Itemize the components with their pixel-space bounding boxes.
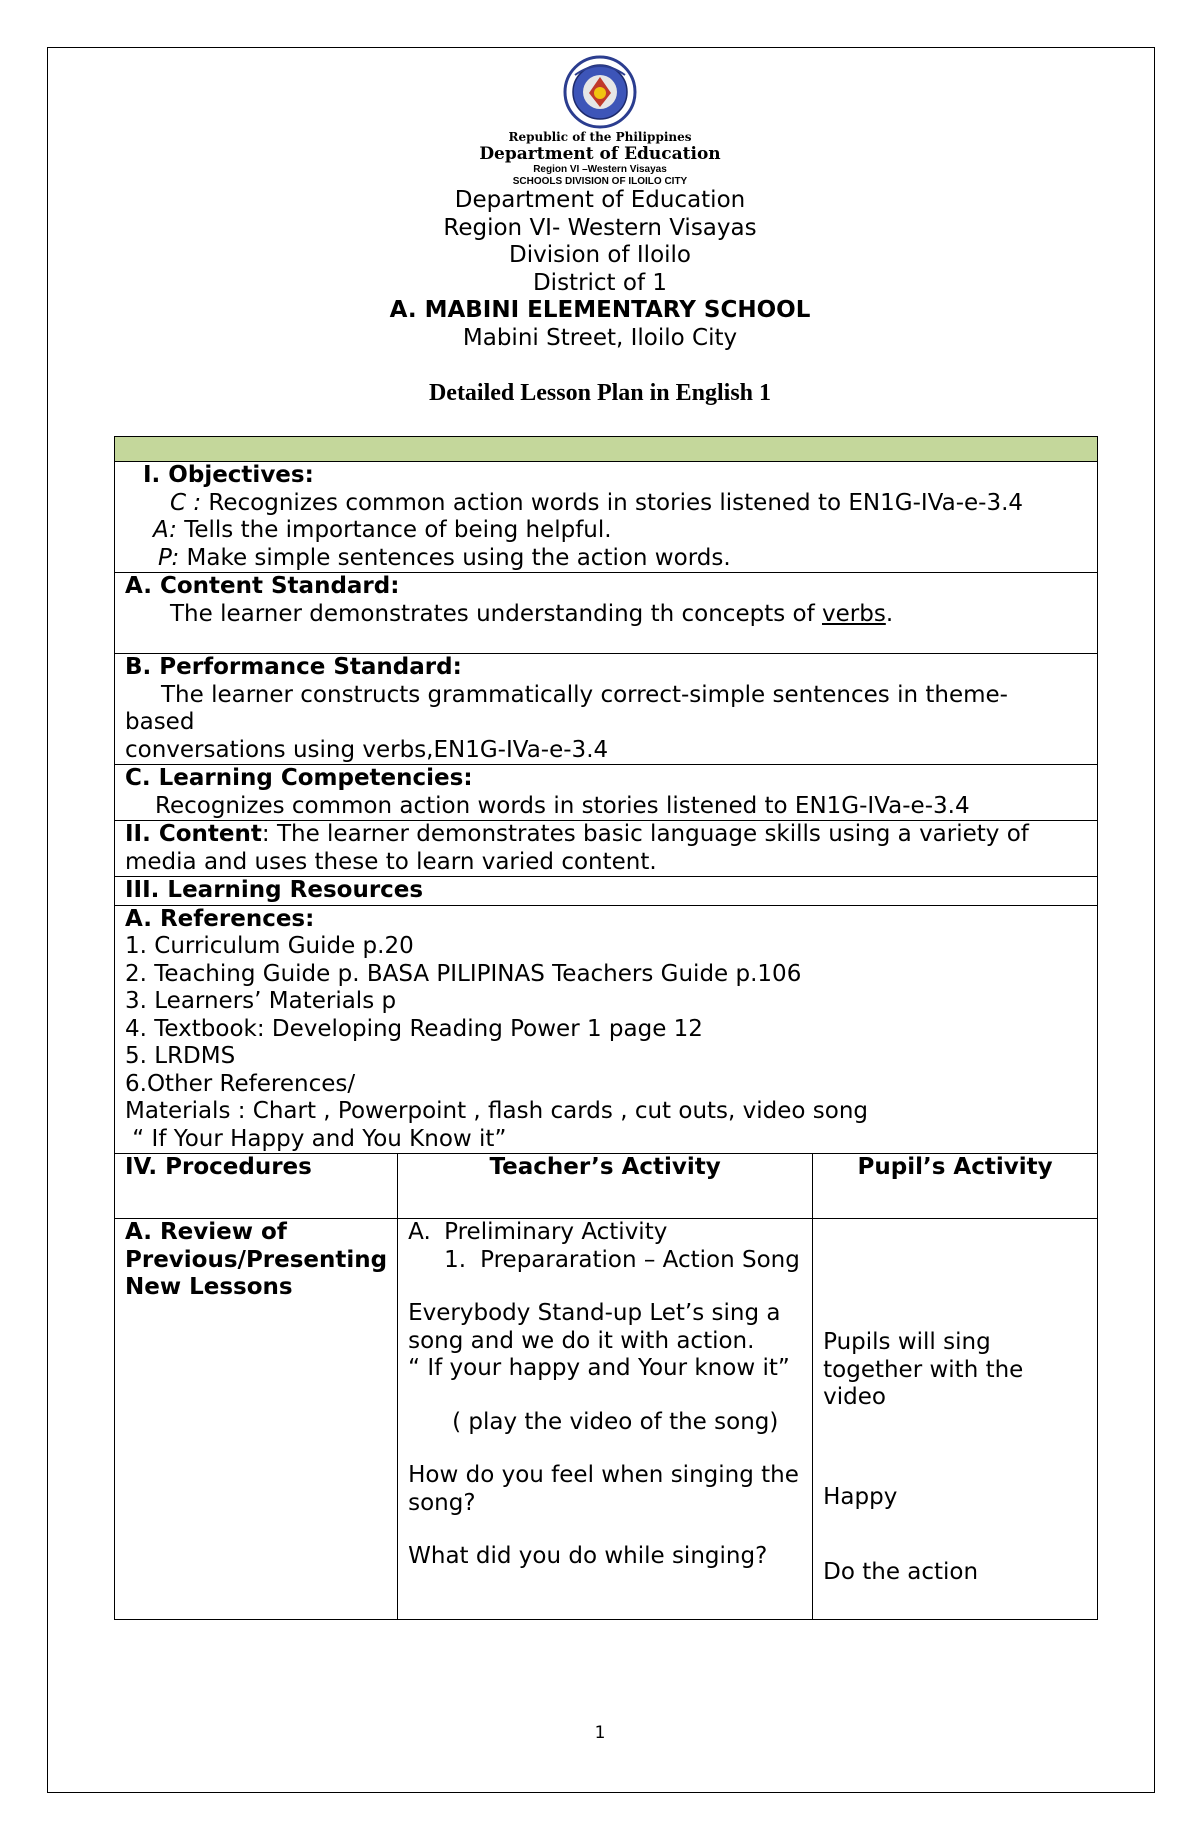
teacher-list-item-1 <box>408 1247 802 1275</box>
reference-item: 3. Learners’ Materials p <box>125 988 397 1014</box>
teacher-instruction: Everybody Stand-up Let’s sing a song and we do it with action. <box>408 1300 781 1354</box>
objective-psychomotor <box>125 545 1087 573</box>
address-block <box>0 187 1200 352</box>
content-cell <box>115 821 1098 877</box>
reference-item: 4. Textbook: Developing Reading Power 1 page 12 <box>125 1015 703 1042</box>
document-header <box>0 55 1200 407</box>
performance-standard-cell <box>115 654 1098 765</box>
deped-logo-text <box>0 131 1200 187</box>
deped-seal-icon <box>563 55 637 129</box>
logo-region: Region VI –Western Visayas <box>533 164 667 176</box>
content-standard-underlined: verbs <box>822 600 886 627</box>
teacher-item-a-text: Preliminary Activity <box>444 1219 668 1245</box>
teacher-question-2: What did you do while singing? <box>408 1543 768 1569</box>
teacher-activity-header: Teacher’s Activity <box>398 1154 813 1219</box>
content-standard-text <box>125 601 1087 629</box>
content-label: II. Content <box>125 821 262 847</box>
objective-affective <box>125 517 1087 545</box>
pupil-activity-cell <box>813 1219 1098 1620</box>
content-standard-text-before: The learner demonstrates understanding th concepts of <box>170 600 822 627</box>
pupil-response-3: Do the action <box>823 1559 979 1585</box>
content-standard-row <box>115 573 1098 654</box>
reference-item: 1. Curriculum Guide p.20 <box>125 933 414 959</box>
performance-standard-row <box>115 654 1098 765</box>
content-text: : The learner demonstrates basic language skills using a variety of media and uses these to learn varied content. <box>125 821 1029 875</box>
address-line-division: Division of Iloilo <box>508 242 691 269</box>
objectives-heading: I. Objectives: <box>143 462 314 488</box>
lesson-plan-table <box>114 436 1098 1620</box>
objective-cognitive <box>125 490 1087 518</box>
references-heading: A. References: <box>125 905 315 932</box>
performance-standard-heading: B. Performance Standard: <box>125 654 462 680</box>
address-line-region: Region VI- Western Visayas <box>443 214 757 241</box>
procedures-header: IV. Procedures <box>115 1154 398 1219</box>
teacher-play-video-note: ( play the video of the song) <box>452 1408 779 1435</box>
teacher-item-a-num: A. <box>408 1219 431 1245</box>
teacher-item-1-text: Prepararation – Action Song <box>480 1246 800 1273</box>
learning-competencies-heading: C. Learning Competencies: <box>125 765 473 791</box>
performance-standard-line1: The learner constructs grammatically correct-simple sentences in theme- <box>161 681 1008 708</box>
learning-competencies-text: Recognizes common action words in stories listened to EN1G-IVa-e-3.4 <box>155 792 970 819</box>
references-row <box>115 905 1098 1154</box>
address-line-district: District of 1 <box>532 269 668 296</box>
objective-a-text: Tells the importance of being helpful. <box>176 517 612 543</box>
logo-division: SCHOOLS DIVISION OF ILOILO CITY <box>512 175 688 187</box>
page-number: 1 <box>594 1723 606 1743</box>
reference-item: Materials : Chart , Powerpoint , flash cards , cut outs, video song <box>125 1098 869 1124</box>
objectives-row <box>115 462 1098 573</box>
learning-competencies-row <box>115 765 1098 821</box>
teacher-activity-cell <box>398 1219 813 1620</box>
learning-competencies-cell <box>115 765 1098 821</box>
learning-resources-heading: III. Learning Resources <box>115 877 1098 906</box>
objective-a-label: A: <box>153 517 177 543</box>
logo-republic: Republic of the Philippines <box>508 130 692 144</box>
objective-c-text: Recognizes common action words in stories listened to EN1G-IVa-e-3.4 <box>201 489 1024 516</box>
school-name: A. MABINI ELEMENTARY SCHOOL <box>389 297 811 324</box>
teacher-song-title: “ If your happy and Your know it” <box>408 1355 790 1381</box>
learning-resources-row <box>115 877 1098 906</box>
reference-item: 2. Teaching Guide p. BASA PILIPINAS Teachers Guide p.106 <box>125 960 802 987</box>
procedure-step-row <box>115 1219 1098 1620</box>
pupil-activity-header: Pupil’s Activity <box>813 1154 1098 1219</box>
school-address: Mabini Street, Iloilo City <box>462 324 738 351</box>
content-standard-heading: A. Content Standard: <box>125 573 400 599</box>
pupil-response-2: Happy <box>823 1483 898 1510</box>
objectives-cell <box>115 462 1098 573</box>
procedures-header-row <box>115 1154 1098 1219</box>
content-standard-cell <box>115 573 1098 654</box>
teacher-question-1: How do you feel when singing the song? <box>408 1462 799 1516</box>
reference-item: “ If Your Happy and You Know it” <box>125 1125 507 1152</box>
logo-department: Department of Education <box>479 143 721 164</box>
reference-item: 5. LRDMS <box>125 1043 236 1069</box>
teacher-list-item-a <box>408 1219 802 1247</box>
references-cell <box>115 905 1098 1154</box>
objective-p-label: P: <box>158 544 180 571</box>
performance-standard-line2: based <box>125 709 195 735</box>
plan-title: Detailed Lesson Plan in English 1 <box>428 380 772 407</box>
address-line-department: Department of Education <box>454 187 746 214</box>
objective-p-text: Make simple sentences using the action words. <box>179 544 731 571</box>
pupil-response-1: Pupils will sing together with the video <box>823 1329 1024 1410</box>
table-header-band <box>115 437 1098 462</box>
content-standard-text-after: . <box>885 600 894 627</box>
performance-standard-line3: conversations using verbs,EN1G-IVa-e-3.4 <box>125 736 609 763</box>
content-row <box>115 821 1098 877</box>
teacher-item-1-num: 1. <box>444 1246 467 1273</box>
objective-c-label: C : <box>170 489 202 516</box>
reference-item: 6.Other References/ <box>125 1070 356 1097</box>
procedure-step-title: A. Review of Previous/Presenting New Lessons <box>115 1219 398 1620</box>
